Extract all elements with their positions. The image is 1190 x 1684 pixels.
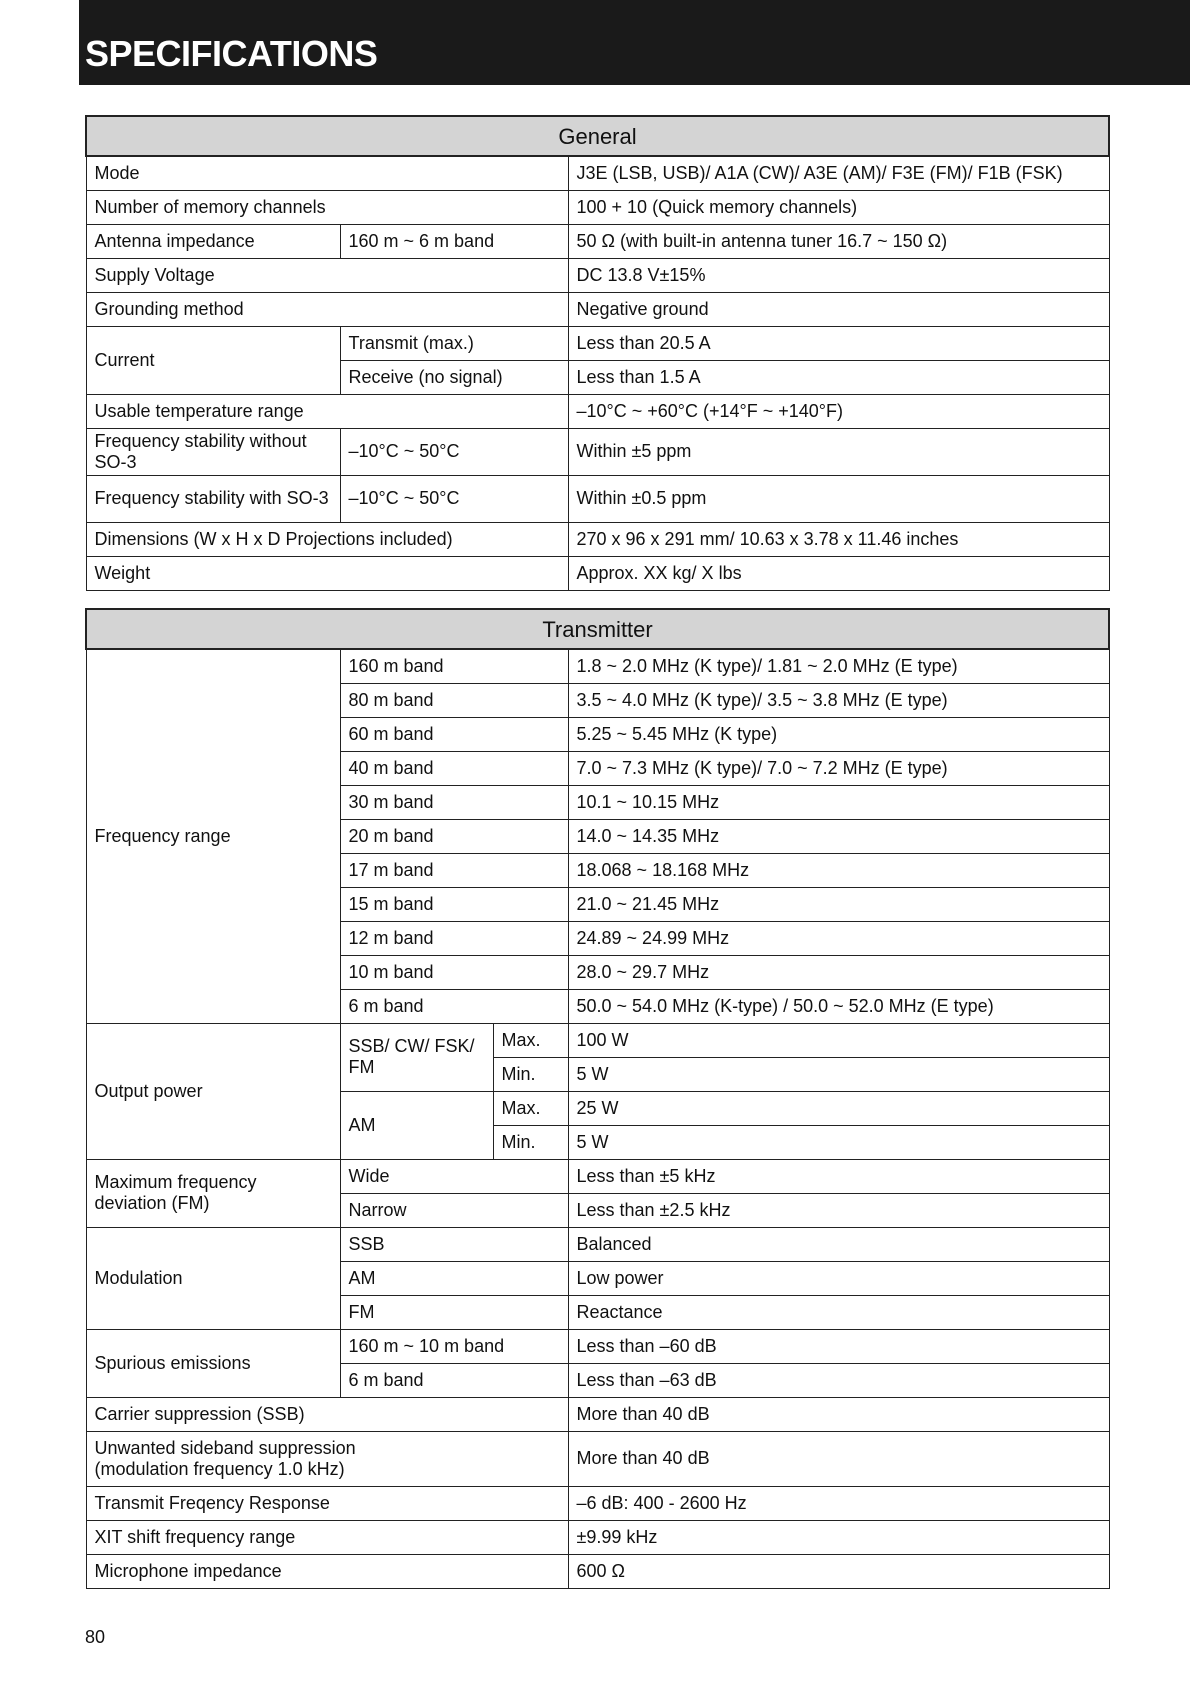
spec-label: Output power — [86, 1023, 340, 1159]
spec-sublabel: 160 m ~ 6 m band — [340, 224, 568, 258]
spec-value: Less than –60 dB — [568, 1329, 1109, 1363]
spec-value: Within ±5 ppm — [568, 428, 1109, 475]
spec-sublabel: –10°C ~ 50°C — [340, 475, 568, 522]
spec-value: Low power — [568, 1261, 1109, 1295]
spec-value: 21.0 ~ 21.45 MHz — [568, 887, 1109, 921]
spec-value: Less than ±2.5 kHz — [568, 1193, 1109, 1227]
band-label: 160 m band — [340, 649, 568, 683]
spec-sublabel: FM — [340, 1295, 568, 1329]
spec-value: DC 13.8 V±15% — [568, 258, 1109, 292]
spec-label: Frequency stability without SO-3 — [86, 428, 340, 475]
table-row — [86, 1397, 1109, 1431]
table-row — [86, 326, 1109, 360]
header-bar — [79, 0, 1190, 85]
table-row — [86, 428, 1109, 475]
band-label: 15 m band — [340, 887, 568, 921]
spec-label: Modulation — [86, 1227, 340, 1329]
spec-value: 10.1 ~ 10.15 MHz — [568, 785, 1109, 819]
spec-minmax-label: Max. — [493, 1023, 568, 1057]
table-row — [86, 649, 1109, 683]
general-specs-table — [85, 115, 1110, 591]
spec-sublabel: 6 m band — [340, 1363, 568, 1397]
table-row — [86, 1159, 1109, 1193]
spec-value: Less than 20.5 A — [568, 326, 1109, 360]
spec-value: Less than –63 dB — [568, 1363, 1109, 1397]
spec-value: Within ±0.5 ppm — [568, 475, 1109, 522]
spec-value: 1.8 ~ 2.0 MHz (K type)/ 1.81 ~ 2.0 MHz (E type) — [568, 649, 1109, 683]
spec-value: 18.068 ~ 18.168 MHz — [568, 853, 1109, 887]
spec-label — [86, 1431, 568, 1486]
spec-value: 3.5 ~ 4.0 MHz (K type)/ 3.5 ~ 3.8 MHz (E type) — [568, 683, 1109, 717]
spec-minmax-label: Min. — [493, 1125, 568, 1159]
table-row — [86, 556, 1109, 590]
spec-minmax-label: Max. — [493, 1091, 568, 1125]
spec-value: Less than 1.5 A — [568, 360, 1109, 394]
table-row — [86, 190, 1109, 224]
spec-value: J3E (LSB, USB)/ A1A (CW)/ A3E (AM)/ F3E (FM)/ F1B (FSK) — [568, 156, 1109, 190]
section-title-general: General — [86, 116, 1109, 156]
spec-value: ±9.99 kHz — [568, 1520, 1109, 1554]
spec-value: 50.0 ~ 54.0 MHz (K-type) / 50.0 ~ 52.0 MHz (E type) — [568, 989, 1109, 1023]
spec-label: Current — [86, 326, 340, 394]
spec-label: Frequency stability with SO-3 — [86, 475, 340, 522]
band-label: 80 m band — [340, 683, 568, 717]
spec-label: Maximum frequency deviation (FM) — [86, 1159, 340, 1227]
table-row — [86, 522, 1109, 556]
table-row — [86, 394, 1109, 428]
spec-value: 5 W — [568, 1057, 1109, 1091]
spec-sublabel: AM — [340, 1261, 568, 1295]
spec-sublabel: Transmit (max.) — [340, 326, 568, 360]
spec-label: XIT shift frequency range — [86, 1520, 568, 1554]
spec-value: 7.0 ~ 7.3 MHz (K type)/ 7.0 ~ 7.2 MHz (E type) — [568, 751, 1109, 785]
table-row — [86, 224, 1109, 258]
spec-value: 5.25 ~ 5.45 MHz (K type) — [568, 717, 1109, 751]
table-row — [86, 1023, 1109, 1057]
spec-sublabel: AM — [340, 1091, 493, 1159]
spec-value: 24.89 ~ 24.99 MHz — [568, 921, 1109, 955]
spec-label: Grounding method — [86, 292, 568, 326]
spec-value: Negative ground — [568, 292, 1109, 326]
spec-sublabel: 160 m ~ 10 m band — [340, 1329, 568, 1363]
spec-label-text: Unwanted sideband suppression (modulation frequency 1.0 kHz) — [94, 1437, 356, 1479]
band-label: 20 m band — [340, 819, 568, 853]
section-title-transmitter: Transmitter — [86, 609, 1109, 649]
band-label: 10 m band — [340, 955, 568, 989]
spec-label: Number of memory channels — [86, 190, 568, 224]
spec-sublabel: Receive (no signal) — [340, 360, 568, 394]
table-row — [86, 156, 1109, 190]
band-label: 30 m band — [340, 785, 568, 819]
table-row — [86, 258, 1109, 292]
table-row — [86, 475, 1109, 522]
spec-value: More than 40 dB — [568, 1397, 1109, 1431]
table-row — [86, 292, 1109, 326]
spec-label: Antenna impedance — [86, 224, 340, 258]
spec-value: Reactance — [568, 1295, 1109, 1329]
spec-value: More than 40 dB — [568, 1431, 1109, 1486]
spec-label: Transmit Freqency Response — [86, 1486, 568, 1520]
spec-sublabel: SSB — [340, 1227, 568, 1261]
spec-label: Weight — [86, 556, 568, 590]
band-label: 17 m band — [340, 853, 568, 887]
spec-value: Less than ±5 kHz — [568, 1159, 1109, 1193]
spec-value: 25 W — [568, 1091, 1109, 1125]
band-label: 40 m band — [340, 751, 568, 785]
spec-label: Usable temperature range — [86, 394, 568, 428]
spec-sublabel: Narrow — [340, 1193, 568, 1227]
spec-value: 100 + 10 (Quick memory channels) — [568, 190, 1109, 224]
spec-value: 5 W — [568, 1125, 1109, 1159]
spec-sublabel: –10°C ~ 50°C — [340, 428, 568, 475]
spec-sublabel: SSB/ CW/ FSK/ FM — [340, 1023, 493, 1091]
spec-value: 28.0 ~ 29.7 MHz — [568, 955, 1109, 989]
spec-value: 600 Ω — [568, 1554, 1109, 1588]
spec-value: 100 W — [568, 1023, 1109, 1057]
table-row — [86, 1227, 1109, 1261]
page-title: SPECIFICATIONS — [85, 33, 378, 74]
table-row — [86, 1329, 1109, 1363]
spec-value: Balanced — [568, 1227, 1109, 1261]
band-label: 6 m band — [340, 989, 568, 1023]
spec-value: –6 dB: 400 - 2600 Hz — [568, 1486, 1109, 1520]
spec-value: 14.0 ~ 14.35 MHz — [568, 819, 1109, 853]
band-label: 12 m band — [340, 921, 568, 955]
table-row — [86, 1431, 1109, 1486]
spec-label: Spurious emissions — [86, 1329, 340, 1397]
spec-value: –10°C ~ +60°C (+14°F ~ +140°F) — [568, 394, 1109, 428]
band-label: 60 m band — [340, 717, 568, 751]
spec-minmax-label: Min. — [493, 1057, 568, 1091]
spec-label: Carrier suppression (SSB) — [86, 1397, 568, 1431]
table-row — [86, 1554, 1109, 1588]
spec-label: Frequency range — [86, 649, 340, 1023]
spec-sublabel: Wide — [340, 1159, 568, 1193]
spec-value: Approx. XX kg/ X lbs — [568, 556, 1109, 590]
spec-value: 270 x 96 x 291 mm/ 10.63 x 3.78 x 11.46 inches — [568, 522, 1109, 556]
spec-value: 50 Ω (with built-in antenna tuner 16.7 ~ 150 Ω) — [568, 224, 1109, 258]
page-number: 80 — [85, 1627, 106, 1647]
transmitter-specs-table — [85, 608, 1110, 1589]
spec-label: Dimensions (W x H x D Projections included) — [86, 522, 568, 556]
table-row — [86, 1486, 1109, 1520]
table-row — [86, 1520, 1109, 1554]
spec-label: Microphone impedance — [86, 1554, 568, 1588]
spec-label: Mode — [86, 156, 568, 190]
spec-label: Supply Voltage — [86, 258, 568, 292]
